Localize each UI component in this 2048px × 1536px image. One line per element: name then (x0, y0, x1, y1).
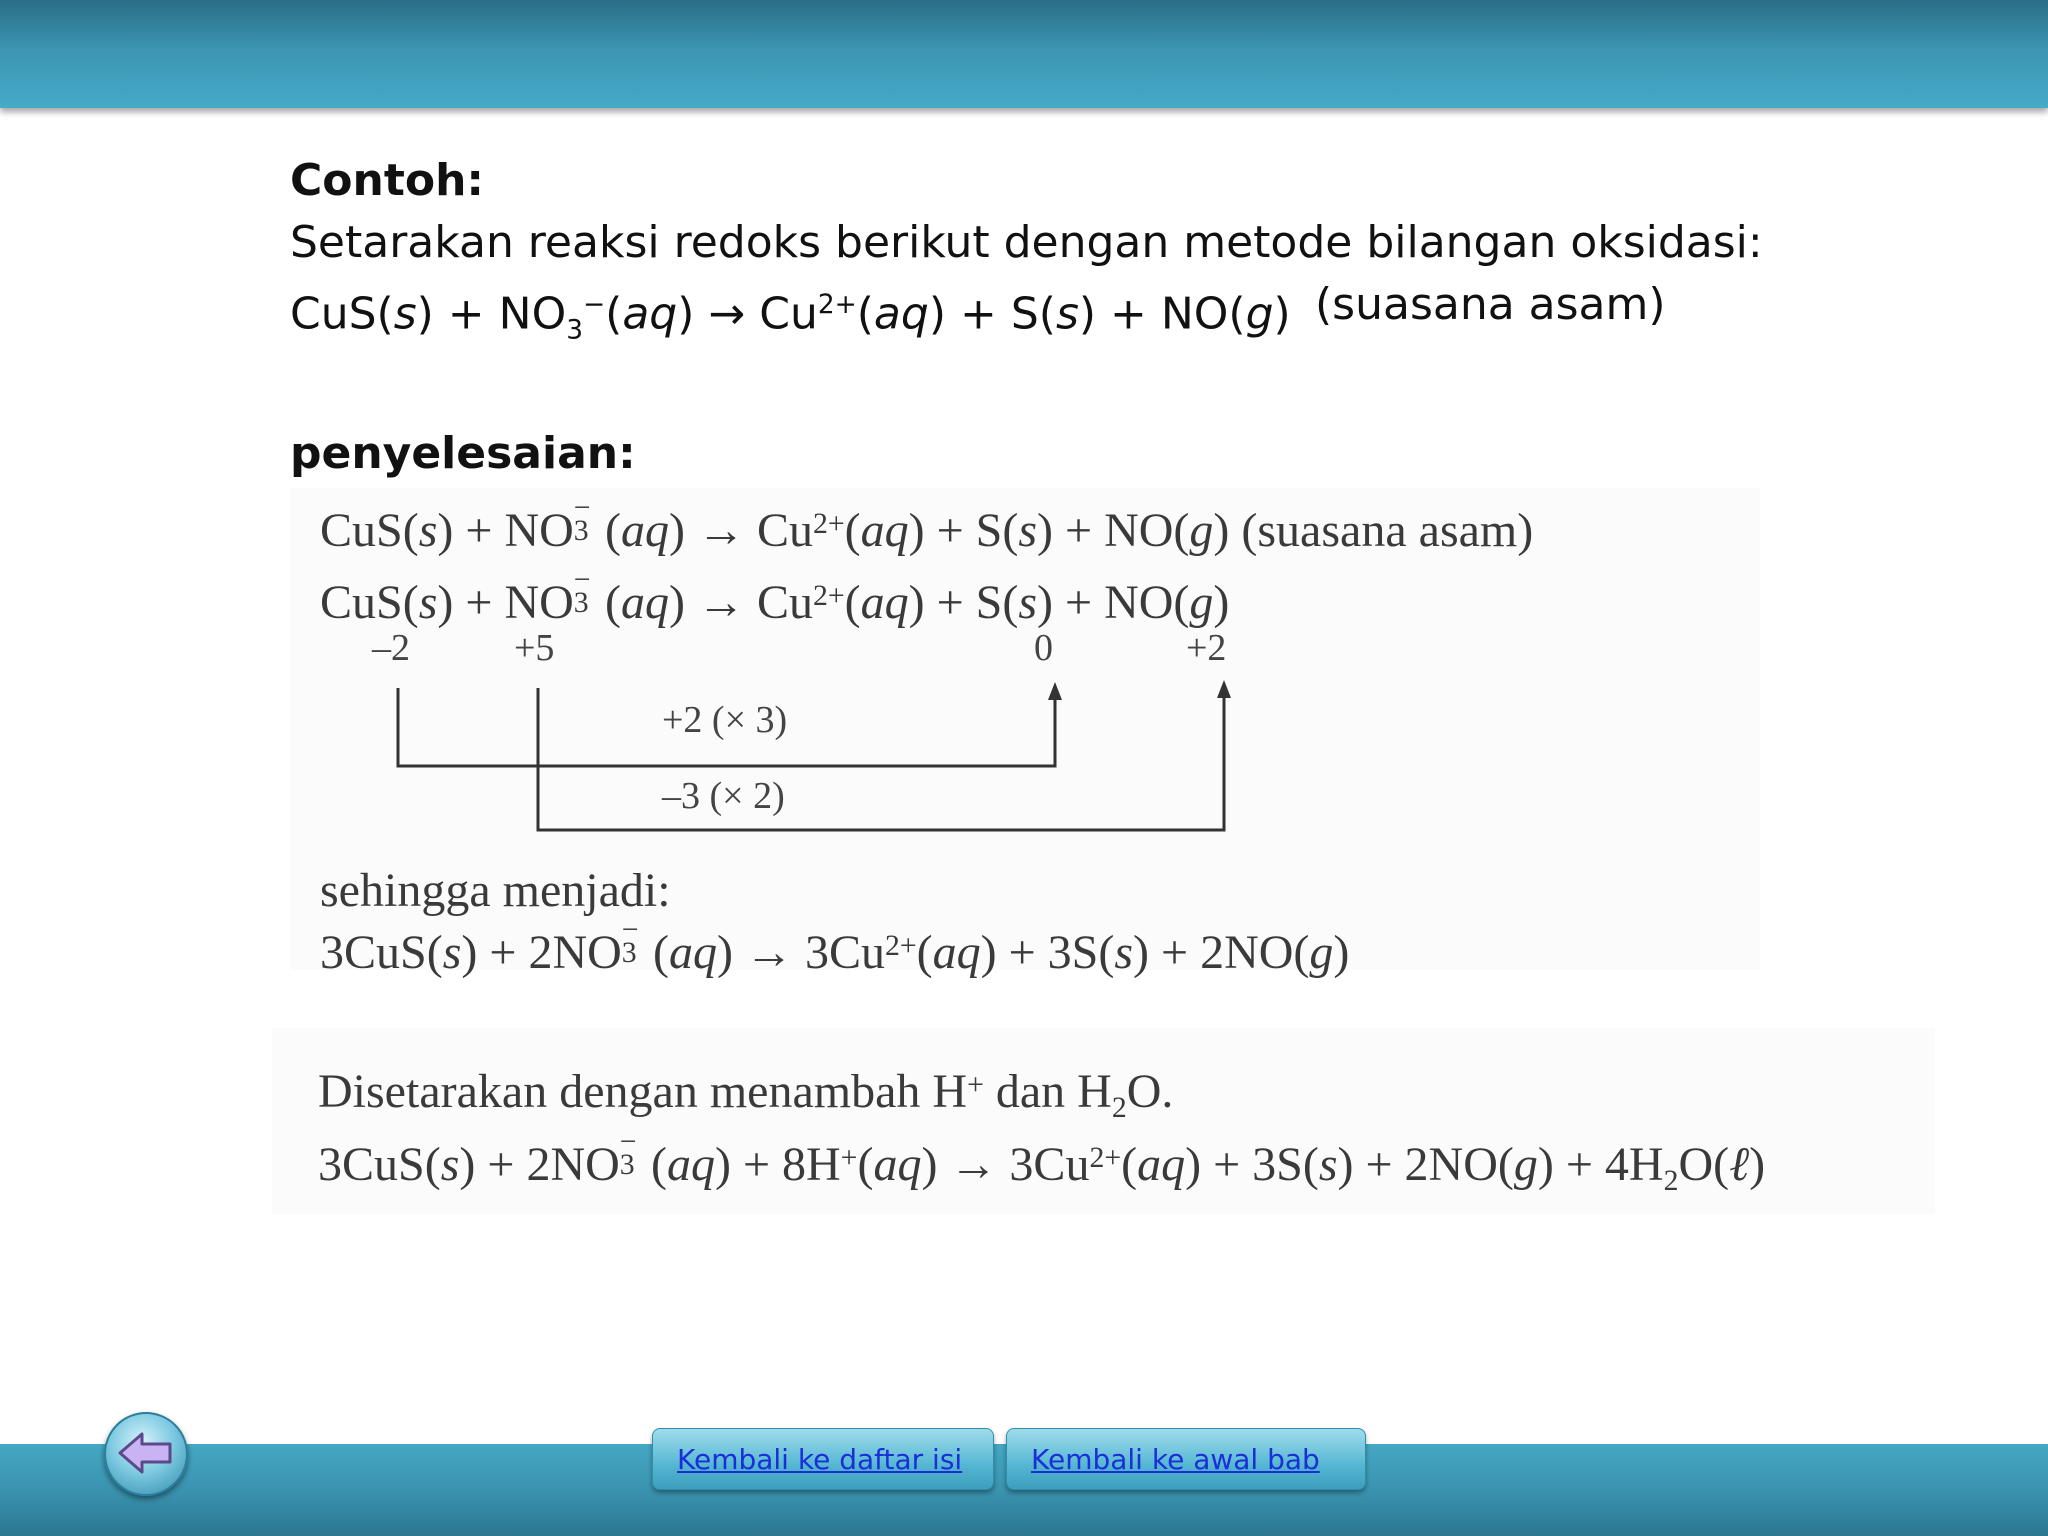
oxidation-change-label: +2 (× 3) (662, 699, 788, 741)
eq-state: g (1245, 288, 1274, 340)
eq-text: ) → Cu (677, 288, 818, 340)
eq-text: ) + S( (908, 504, 1019, 557)
eq-state: aq (1137, 1138, 1186, 1191)
eq-text: O( (1678, 1138, 1730, 1191)
eq-superscript: 2+ (812, 506, 845, 540)
eq-state: aq (860, 576, 909, 629)
eq-text: Disetarakan dengan menambah H (318, 1065, 968, 1118)
ion-charge (619, 1124, 651, 1182)
eq-state: g (1309, 926, 1334, 979)
back-button[interactable] (104, 1412, 188, 1496)
eq-state: s (418, 576, 438, 629)
eq-text: ) + 2NO( (1337, 1138, 1514, 1191)
eq-superscript: 2+ (812, 578, 845, 612)
example-heading: Contoh: (290, 155, 485, 206)
eq-text: ) → Cu (668, 504, 813, 557)
eq-text: ) + 3S( (980, 926, 1115, 979)
eq-text: ) + 3S( (1185, 1138, 1319, 1191)
eq-text: ) (1273, 288, 1291, 340)
eq-text: ( (652, 926, 669, 979)
eq-superscript: + (967, 1067, 984, 1101)
eq-text: ( (650, 1138, 667, 1191)
eq-subscript: 2 (1111, 1091, 1127, 1125)
eq-text: ( (844, 576, 861, 629)
eq-state: aq (932, 926, 981, 979)
eq-text: ) → Cu (668, 576, 813, 629)
eq-superscript: − (619, 1124, 637, 1158)
problem-equation (290, 274, 1890, 361)
eq-state: aq (620, 576, 669, 629)
eq-text: ( (916, 926, 933, 979)
eq-text: dan H (983, 1065, 1112, 1118)
eq-state: g (1189, 504, 1214, 557)
oxnum-n-no: +2 (1186, 627, 1227, 669)
eq-subscript: 3 (573, 586, 589, 620)
arrowhead-icon (1217, 680, 1231, 698)
reduction-bracket (538, 686, 1224, 830)
arrowhead-icon (1048, 682, 1062, 700)
eq-state: s (1018, 576, 1038, 629)
eq-subscript: 3 (621, 936, 637, 970)
eq-state: s (1055, 288, 1079, 340)
eq-state: s (440, 1138, 460, 1191)
eq-text: ) + NO( (1037, 576, 1190, 629)
eq-text: ) + NO( (1078, 288, 1246, 340)
eq-text: ) + 8H (714, 1138, 841, 1191)
eq-text: ) → 3Cu (716, 926, 885, 979)
balancing-image-panel (272, 1028, 1935, 1214)
eq-text: ) + S( (908, 576, 1019, 629)
eq-subscript: 3 (566, 314, 584, 346)
eq-state: aq (668, 926, 717, 979)
solution-image-panel (290, 488, 1760, 979)
toc-button[interactable] (652, 1428, 994, 1490)
back-arrow-icon (118, 1430, 174, 1476)
eq-text: ) + 4H (1537, 1138, 1664, 1191)
eq-state: aq (666, 1138, 715, 1191)
toc-link[interactable]: Kembali ke daftar isi (677, 1443, 963, 1476)
eq-text: ) + NO( (1037, 504, 1190, 557)
eq-text: O. (1126, 1065, 1174, 1118)
eq-superscript: + (840, 1140, 858, 1174)
eq-superscript: − (573, 562, 591, 596)
reduction-change-label: –3 (× 2) (662, 775, 785, 817)
eq-text: 3CuS( (320, 926, 443, 979)
eq-state: g (1189, 576, 1214, 629)
result-label: sehingga menjadi: (320, 864, 671, 917)
chapter-link[interactable]: Kembali ke awal bab (1031, 1443, 1320, 1476)
eq-state: ℓ (1729, 1138, 1750, 1191)
eq-subscript: 3 (619, 1148, 635, 1182)
eq-state: s (442, 926, 462, 979)
eq-text: CuS( (320, 504, 419, 557)
eq-text: CuS( (320, 576, 419, 629)
eq-text: ( (1121, 1138, 1138, 1191)
eq-state: aq (873, 1138, 922, 1191)
example-intro (290, 150, 1890, 485)
eq-text: ( (857, 1138, 874, 1191)
eq-text: ) + NO (437, 576, 574, 629)
eq-text: ( (604, 576, 621, 629)
eq-text: ) + S( (928, 288, 1056, 340)
eq-text: ) → 3Cu (921, 1138, 1090, 1191)
top-banner (0, 0, 2048, 108)
eq-state: s (393, 288, 417, 340)
solution-line-3 (320, 912, 1350, 980)
oxnum-cu-s: –2 (372, 627, 410, 669)
eq-text: ) + 2NO (459, 1138, 620, 1191)
condition-text: (suasana asam) (1315, 279, 1666, 330)
eq-text: ) + NO (437, 504, 574, 557)
eq-state: s (1018, 504, 1038, 557)
eq-state: g (1513, 1138, 1538, 1191)
eq-text: ) (1333, 926, 1350, 979)
ion-charge (621, 912, 653, 970)
eq-state: aq (622, 288, 678, 340)
eq-state: s (418, 504, 438, 557)
eq-text: ) (1749, 1138, 1766, 1191)
oxnum-n-no3: +5 (514, 627, 555, 669)
oxnum-s: 0 (1034, 627, 1053, 669)
eq-text: ( (844, 504, 861, 557)
eq-text: ) + NO (416, 288, 567, 340)
eq-superscript: − (621, 912, 639, 946)
eq-text: ) (1213, 576, 1230, 629)
solution-heading: penyelesaian: (290, 428, 636, 480)
eq-text: ) + 2NO( (1133, 926, 1310, 979)
balanced-equation (318, 1124, 1766, 1198)
eq-text: ) (suasana asam) (1213, 504, 1534, 557)
eq-superscript: 2+ (1089, 1140, 1122, 1174)
instruction-text: Setarakan reaksi redoks berikut dengan metode bilangan oksidasi: (290, 217, 1763, 268)
eq-text: ( (856, 288, 874, 340)
eq-superscript: − (583, 289, 606, 320)
balancing-label (318, 1064, 1174, 1125)
eq-state: s (1114, 926, 1134, 979)
eq-text: ( (604, 504, 621, 557)
eq-superscript: 2+ (817, 289, 857, 320)
eq-state: aq (620, 504, 669, 557)
eq-state: aq (873, 288, 929, 340)
eq-text: ( (605, 288, 623, 340)
chapter-button[interactable] (1006, 1428, 1366, 1490)
eq-state: aq (860, 504, 909, 557)
eq-state: s (1318, 1138, 1338, 1191)
eq-superscript: − (573, 490, 591, 524)
eq-subscript: 2 (1663, 1164, 1679, 1198)
eq-text: 3CuS( (318, 1138, 441, 1191)
eq-text: CuS( (290, 288, 394, 340)
eq-subscript: 3 (573, 514, 589, 548)
eq-superscript: 2+ (884, 928, 917, 962)
eq-text: ) + 2NO (461, 926, 622, 979)
